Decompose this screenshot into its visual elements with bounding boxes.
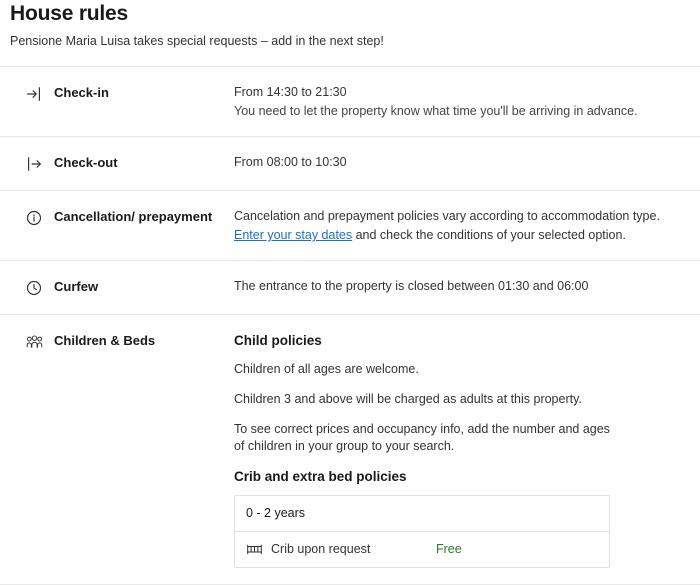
children-beds-icon (24, 332, 44, 352)
child-policies-heading: Child policies (234, 333, 322, 348)
cancellation-policy-link-line (234, 227, 690, 244)
cancellation-policy-text: Cancelation and prepayment policies vary according to accommodation type. (234, 209, 660, 223)
rule-title-children-beds: Children & Beds (54, 333, 156, 348)
crib-policy-table (234, 495, 610, 568)
check-out-hours: From 08:00 to 10:30 (234, 155, 347, 169)
rule-label-check-out (24, 153, 234, 174)
crib-row-price: Free (436, 542, 462, 556)
rule-row-check-out (0, 137, 700, 191)
crib-row-label: Crib upon request (271, 542, 371, 556)
curfew-text: The entrance to the property is closed between 01:30 and 06:00 (234, 279, 589, 293)
rule-title-cancellation: Cancellation/ prepayment (54, 209, 213, 224)
rule-title-check-in: Check-in (54, 85, 109, 100)
table-row (235, 532, 609, 567)
rule-row-curfew (0, 261, 700, 315)
info-circle-icon (24, 208, 44, 228)
cancellation-link-suffix: and check the conditions of your selected option. (352, 228, 626, 242)
check-in-arrow-icon (24, 84, 44, 104)
page-title: House rules (10, 2, 129, 25)
check-in-note: You need to let the property know what time you'll be arriving in advance. (234, 104, 638, 118)
rule-row-children-beds (0, 315, 700, 584)
rule-title-curfew: Curfew (54, 279, 99, 294)
page-header (0, 0, 700, 48)
check-in-hours: From 14:30 to 21:30 (234, 85, 347, 99)
child-policy-paragraph-2: Children 3 and above will be charged as adults at this property. (234, 392, 582, 406)
rule-content-curfew (234, 277, 690, 295)
rule-label-check-in (24, 83, 234, 104)
house-rules-list (0, 66, 700, 585)
rule-row-check-in (0, 67, 700, 137)
clock-icon (24, 278, 44, 298)
page-subtitle: Pensione Maria Luisa takes special requests – add in the next step! (10, 34, 384, 48)
enter-stay-dates-link[interactable]: Enter your stay dates (234, 228, 353, 242)
rule-content-check-in (234, 83, 690, 120)
rule-label-children-beds (24, 331, 234, 352)
rule-row-cancellation (0, 191, 700, 261)
rule-content-cancellation (234, 207, 690, 244)
rule-content-check-out (234, 153, 690, 171)
crib-icon (246, 542, 263, 557)
check-out-arrow-icon (24, 154, 44, 174)
child-policy-paragraph-1: Children of all ages are welcome. (234, 362, 419, 376)
crib-age-range: 0 - 2 years (235, 496, 609, 532)
crib-policies-heading: Crib and extra bed policies (234, 469, 407, 484)
rule-label-cancellation (24, 207, 234, 228)
rule-content-children-beds (234, 331, 690, 568)
rule-title-check-out: Check-out (54, 155, 118, 170)
rule-label-curfew (24, 277, 234, 298)
crib-row-label-group (246, 541, 436, 558)
child-policy-paragraph-3: To see correct prices and occupancy info, add the number and ages of children in your group to your search. (234, 422, 610, 453)
